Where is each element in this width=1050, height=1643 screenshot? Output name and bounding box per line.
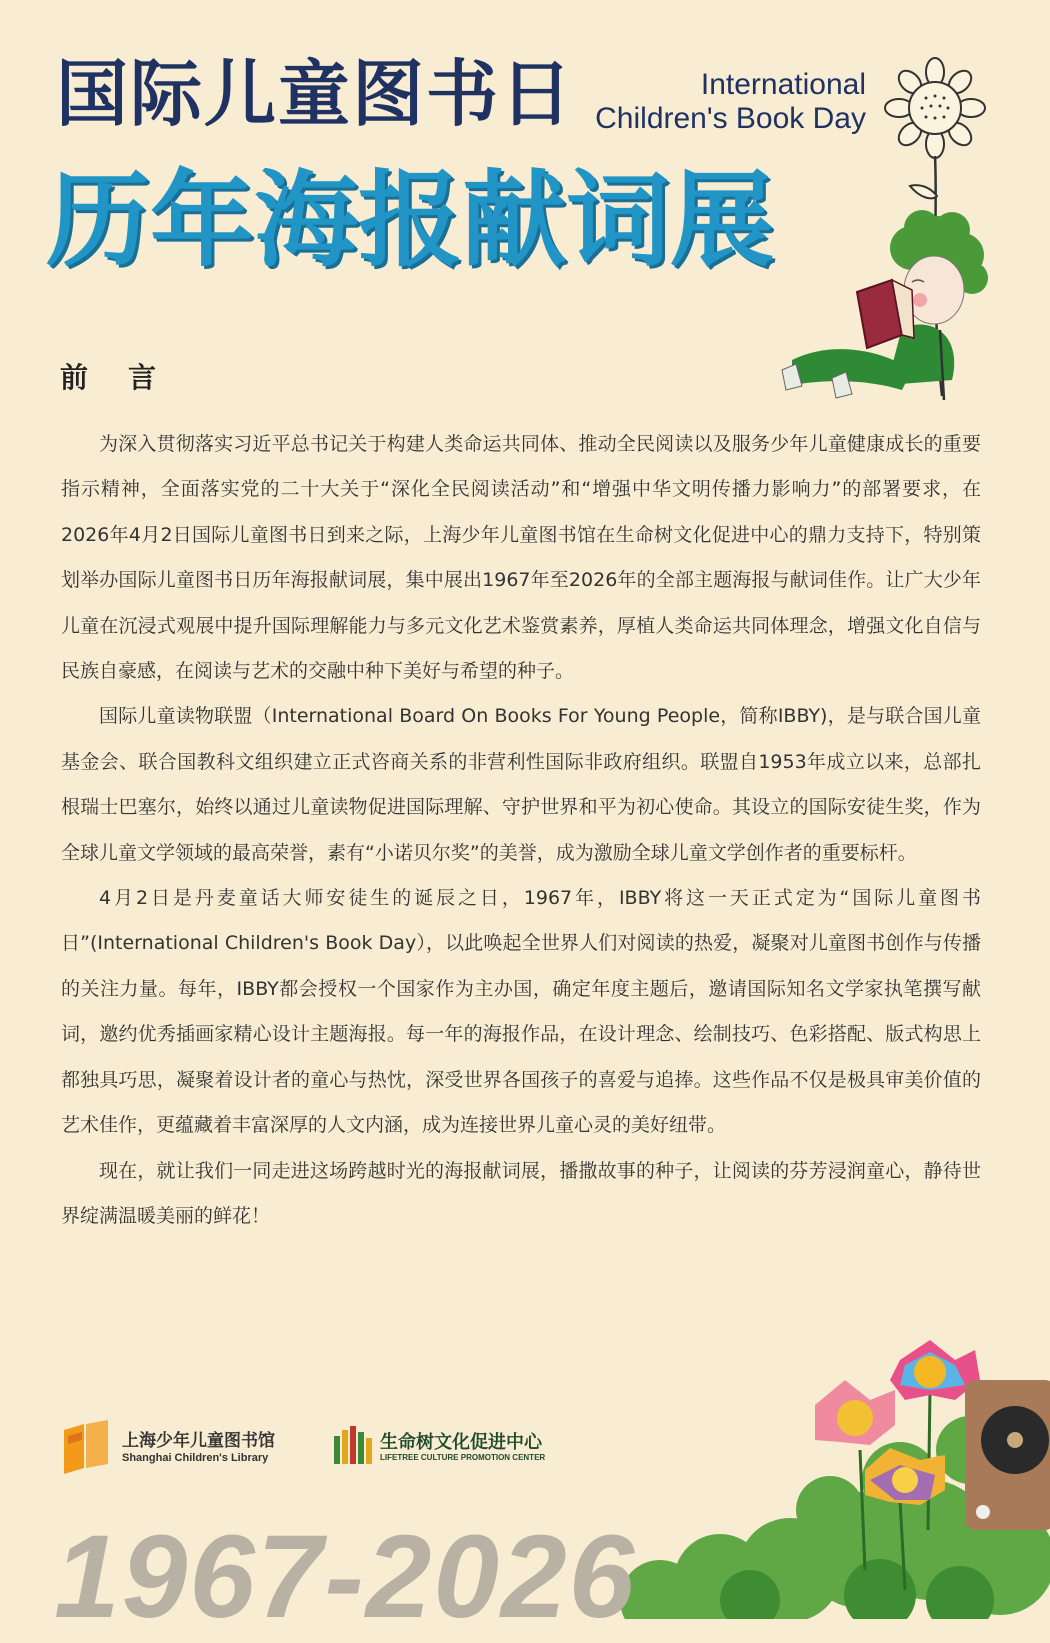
lifetree-name-cn: 生命树文化促进中心: [380, 1432, 542, 1453]
flowers-illustration: [600, 1330, 1050, 1619]
title-english-line2: Children's Book Day: [595, 102, 866, 135]
paper-flower-middle: [815, 1380, 895, 1445]
preface-paragraph: 4月2日是丹麦童话大师安徒生的诞辰之日，1967年，IBBY将这一天正式定为“国际儿童图书日”(International Children's Book Day），以此唤起全世界人们对阅读的热爱，凝聚对儿童图书创作与传播的关注力量。每年，IBBY都会授权一个国家作为主办国，确定年度主题后，邀请国际知名文学家执笔撰写献词，邀约优秀插画家精心设计主题海报。每一年的海报作品，在设计理念、绘制技巧、色彩搭配、版式构思上都独具巧思，凝聚着设计者的童心与热忱，深受世界各国孩子的喜爱与追捧。这些作品不仅是极具审美价值的艺术佳作，更蕴藏着丰富深厚的人文内涵，成为连接世界儿童心灵的美好纽带。: [61, 887, 981, 1137]
lifetree-logo-icon: [332, 1426, 376, 1466]
exhibition-title: 历年海报献词展: [46, 159, 775, 281]
library-name-cn: 上海少年儿童图书馆: [122, 1431, 275, 1451]
preface-paragraph: 为深入贯彻落实习近平总书记关于构建人类命运共同体、推动全民阅读以及服务少年儿童健康成长的重要指示精神，全面落实党的二十大关于“深化全民阅读活动”和“增强中华文明传播力影响力”的部署要求，在2026年4月2日国际儿童图书日到来之际，上海少年儿童图书馆在生命树文化促进中心的鼎力支持下，特别策划举办国际儿童图书日历年海报献词展，集中展出1967年至2026年的全部主题海报与献词佳作。让广大少年儿童在沉浸式观展中提升国际理解能力与多元文化艺术鉴赏素养，厚植人类命运共同体理念，增强文化自信与民族自豪感，在阅读与艺术的交融中种下美好与希望的种子。: [61, 433, 981, 683]
reading-child-illustration: [762, 210, 1012, 410]
preface-paragraph: 国际儿童读物联盟（International Board On Books For Young People，简称IBBY)，是与联合国儿童基金会、联合国教科文组织建立正式咨商关系的非营利性国际非政府组织。联盟自1953年成立以来，总部扎根瑞士巴塞尔，始终以通过儿童读物促进国际理解、守护世界和平为初心使命。其设立的国际安徒生奖，作为全球儿童文学领域的最高荣誉，素有“小诺贝尔奖”的美誉，成为激励全球儿童文学创作者的重要标杆。: [61, 705, 981, 864]
title-english: [566, 68, 866, 136]
library-name-en: Shanghai Children's Library: [122, 1452, 269, 1464]
year-range: 1967-2026: [54, 1511, 637, 1643]
preface-body: [61, 422, 981, 1239]
preface-heading: 前言: [60, 361, 197, 394]
record-player-icon: [965, 1380, 1050, 1530]
library-logo-icon: [62, 1420, 112, 1476]
title-chinese: 国际儿童图书日: [56, 52, 575, 136]
preface-paragraph: 现在，就让我们一同走进这场跨越时光的海报献词展，播撒故事的种子，让阅读的芬芳浸润童心，静待世界绽满温暖美丽的鲜花！: [61, 1159, 981, 1227]
shanghai-childrens-library-logo: [62, 1420, 332, 1480]
lifetree-center-logo: [332, 1426, 592, 1476]
title-english-line1: International: [700, 68, 866, 101]
lifetree-name-en: LIFETREE CULTURE PROMOTION CENTER: [380, 1453, 546, 1462]
